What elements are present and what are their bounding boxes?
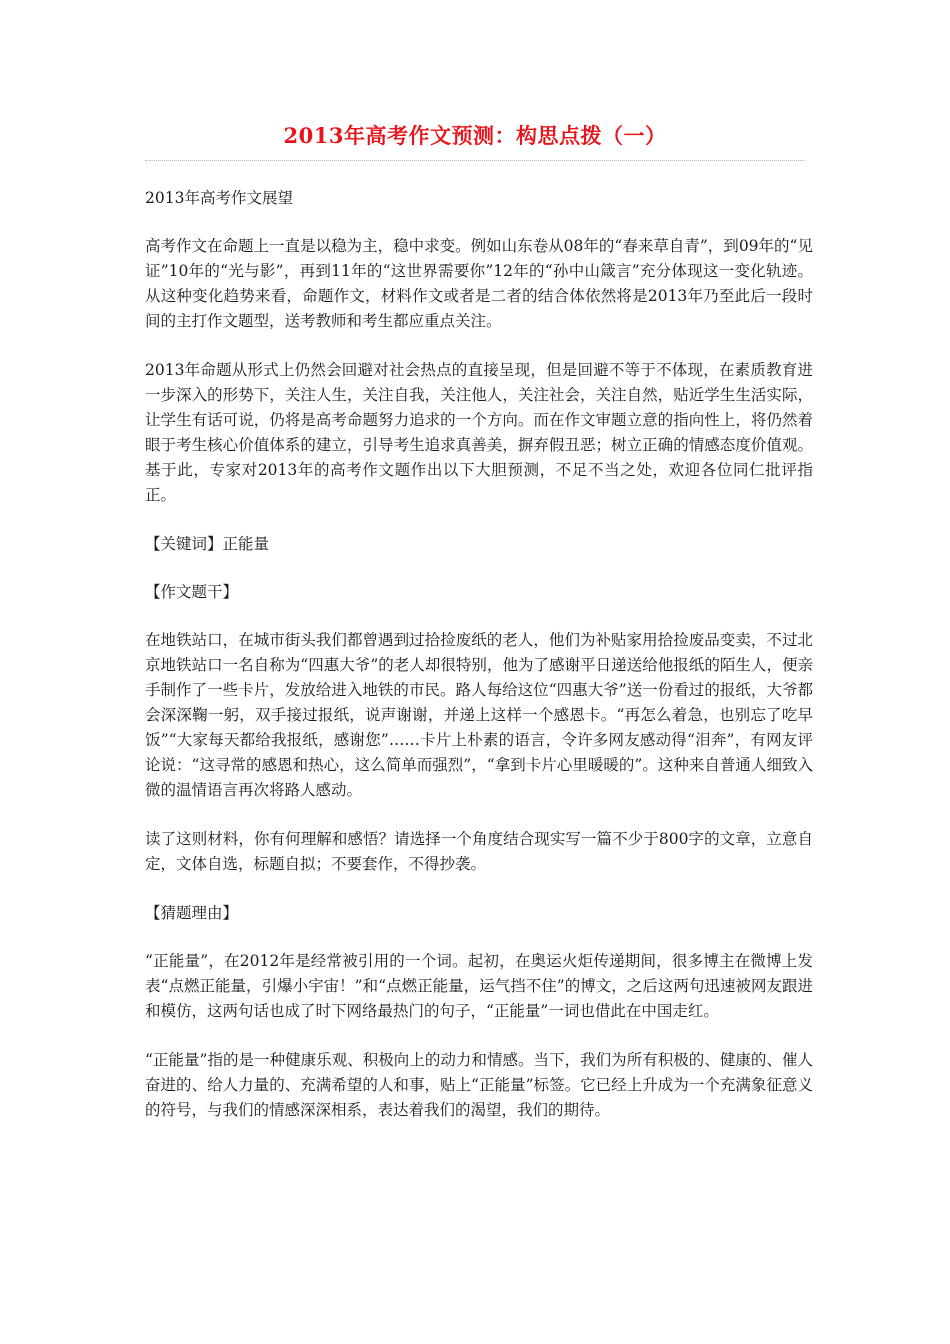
paragraph-reason-origin: “正能量”，在2012年是经常被引用的一个词。起初，在奥运火炬传递期间，很多博主在微博上发表“点燃正能量，引爆小宇宙！”和“点燃正能量，运气挡不住”的博文，之后这两句迅速被网友跟进和模仿，这两句话也成了时下网络最热门的句子，“正能量”一词也借此在中国走红。 xyxy=(145,952,813,1020)
paragraph-reason-meaning: “正能量”指的是一种健康乐观、积极向上的动力和情感。当下，我们为所有积极的、健康的、催人奋进的、给人力量的、充满希望的人和事，贴上“正能量”标签。它已经上升成为一个充满象征意义的符号，与我们的情感深深相系，表达着我们的渴望，我们的期待。 xyxy=(145,1051,813,1119)
title-divider xyxy=(145,160,805,161)
paragraph-forecast: 2013年命题从形式上仍然会回避对社会热点的直接呈现，但是回避不等于不体现，在素质教育进一步深入的形势下，关注人生，关注自我，关注他人，关注社会，关注自然，贴近学生生活实际，让学生有话可说，仍将是高考命题努力追求的一个方向。而在作文审题立意的指向性上，将仍然着眼于考生核心价值体系的建立，引导考生追求真善美，摒弃假丑恶；树立正确的情感态度价值观。基于此，专家对2013年的高考作文题作出以下大胆预测，不足不当之处，欢迎各位同仁批评指正。 xyxy=(145,361,813,504)
paragraph-instructions: 读了这则材料，你有何理解和感悟？请选择一个角度结合现实写一篇不少于800字的文章，立意自定，文体自选，标题自拟；不要套作，不得抄袭。 xyxy=(145,830,813,873)
reason-heading: 【猜题理由】 xyxy=(145,904,239,922)
section-heading-outlook: 2013年高考作文展望 xyxy=(145,189,293,207)
prompt-heading: 【作文题干】 xyxy=(145,583,239,601)
paragraph-material: 在地铁站口，在城市街头我们都曾遇到过拾捡废纸的老人，他们为补贴家用拾捡废品变卖，不过北京地铁站口一名自称为“四惠大爷”的老人却很特别，他为了感谢平日递送给他报纸的陌生人，便亲手制作了一些卡片，发放给进入地铁的市民。路人每给这位“四惠大爷”送一份看过的报纸，大爷都会深深鞠一躬，双手接过报纸，说声谢谢，并递上这样一个感恩卡。“再怎么着急，也别忘了吃早饭”“大家每天都给我报纸，感谢您”……卡片上朴素的语言，令许多网友感动得“泪奔”，有网友评论说：“这寻常的感恩和热心，这么简单而强烈”，“拿到卡片心里暖暖的”。这种来自普通人细致入微的温情语言再次将路人感动。 xyxy=(145,631,813,799)
document-body xyxy=(145,186,813,1147)
document-title: 2013年高考作文预测：构思点拨（一） xyxy=(283,123,667,148)
paragraph-trend: 高考作文在命题上一直是以稳为主，稳中求变。例如山东卷从08年的“春来草自青”，到09年的“见证”10年的“光与影”，再到11年的“这世界需要你”12年的“孙中山箴言”充分体现这一变化轨迹。从这种变化趋势来看，命题作文，材料作文或者是二者的结合体依然将是2013年乃至此后一段时间的主打作文题型，送考教师和考生都应重点关注。 xyxy=(145,237,813,330)
keyword-heading: 【关键词】正能量 xyxy=(145,535,270,553)
